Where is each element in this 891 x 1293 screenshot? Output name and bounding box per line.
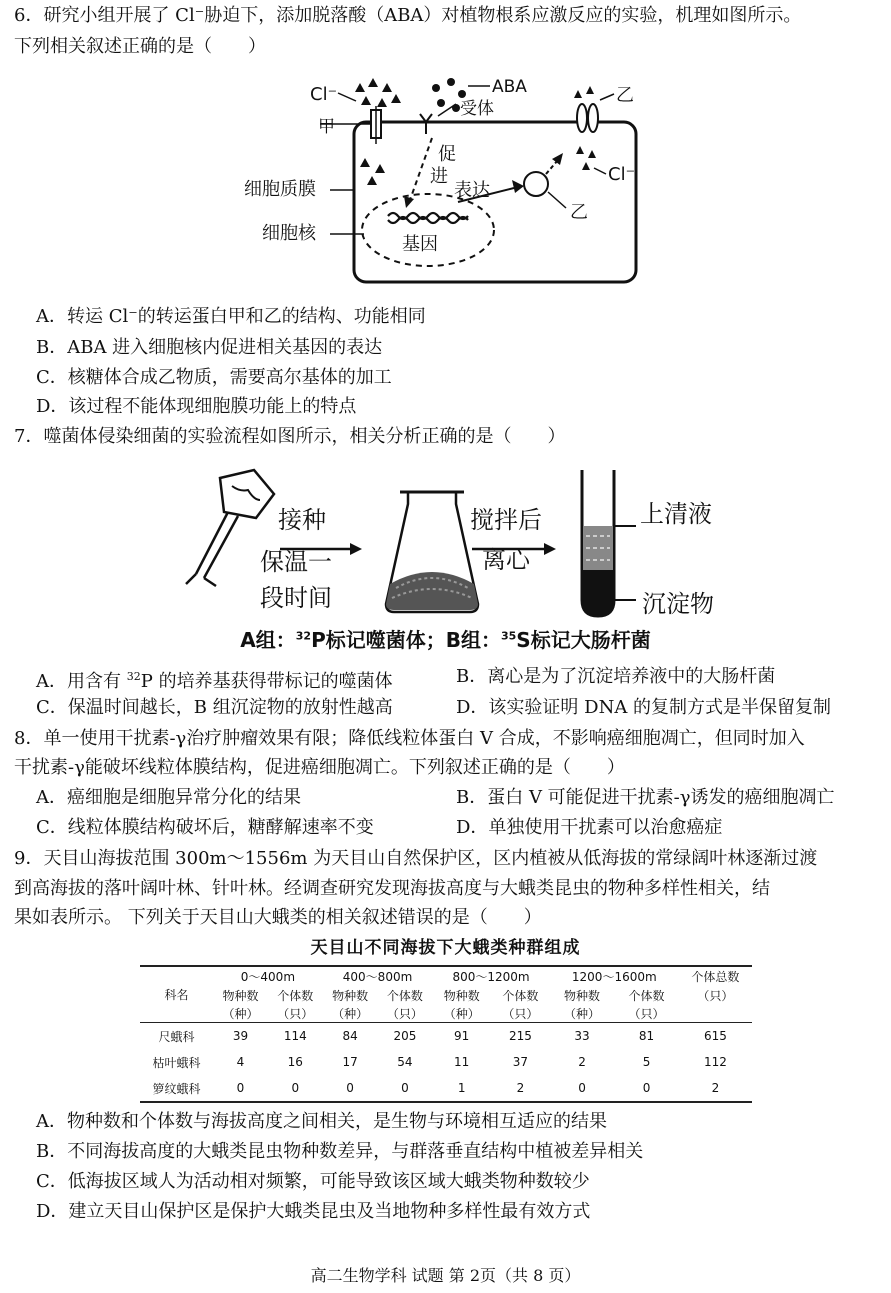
count-unit: （只） [628,1006,665,1021]
count-label: 个体数 [628,988,665,1003]
step2-line2: 离心 [482,546,530,574]
q8-option-a: A．癌细胞是细胞异常分化的结果 [36,787,301,808]
altitude-header-3: 800～1200m [452,970,530,984]
q7-option-c: C．保温时间越长，B 组沉淀物的放射性越高 [36,697,393,718]
altitude-header-2: 400～800m [342,970,413,984]
species-label: 物种数 [564,988,601,1003]
label-gene: 基因 [402,234,438,255]
q8-option-b: B．蛋白 V 可能促进干扰素-γ诱发的癌细胞凋亡 [456,787,835,808]
q7-flow-diagram [176,464,756,628]
table-row: 枯叶蛾科 4 16 17 54 11 37 2 5 112 [152,1055,727,1070]
count-label: 个体数 [277,988,314,1003]
q9-option-d: D．建立天目山保护区是保护大蛾类昆虫及当地物种多样性最有效方式 [36,1201,591,1222]
step1-line1: 接种 [278,506,326,534]
q7-figure-caption: A组：$^{32}$P标记噬菌体；B组：$^{35}$S标记大肠杆菌 [240,628,651,652]
label-express: 表达 [454,180,490,201]
species-label: 物种数 [443,988,480,1003]
altitude-header-4: 1200～1600m [571,970,657,984]
family-header: 科名 [164,988,189,1002]
label-supernatant: 上清液 [640,500,712,528]
q8-stem-line1: 8．单一使用干扰素-γ治疗肿瘤效果有限；降低线粒体蛋白 V 合成，不影响癌细胞凋亡，但同时加入 [14,728,805,749]
label-aba: ABA [492,77,527,97]
q6-option-c: C．核糖体合成乙物质，需要高尔基体的加工 [36,367,392,388]
label-sediment: 沉淀物 [642,590,714,618]
page-footer: 高二生物学科 试题 第 2页（共 8 页） [310,1266,581,1285]
count-unit: （只） [502,1006,539,1021]
label-yi-top: 乙 [616,85,634,106]
label-nucleus: 细胞核 [262,223,316,244]
label-membrane: 细胞质膜 [244,179,316,200]
q9-stem-line1: 9．天目山海拔范围 300m～1556m 为天目山自然保护区，区内植被从低海拔的常绿阔叶林逐渐过渡 [14,848,818,869]
label-jia: 甲 [318,117,335,137]
step2-line1: 搅拌后 [470,506,542,534]
moth-species-table [140,965,752,1103]
step1-line2: 保温一 [260,548,332,576]
q9-option-c: C．低海拔区域人为活动相对频繁，可能导致该区域大蛾类物种数较少 [36,1171,590,1192]
label-receptor: 受体 [460,99,494,119]
label-cl-left: Cl⁻ [310,84,338,105]
count-unit: （只） [277,1006,314,1021]
count-unit: （只） [386,1006,423,1021]
table-row: 尺蛾科 39 114 84 205 91 215 33 81 615 [140,1023,752,1050]
total-header-2: （只） [697,988,734,1003]
count-label: 个体数 [502,988,539,1003]
label-promote-1: 促 [438,144,456,165]
q6-option-a: A．转运 Cl⁻的转运蛋白甲和乙的结构、功能相同 [36,306,426,327]
q7-option-d: D．该实验证明 DNA 的复制方式是半保留复制 [456,697,832,718]
label-cl-right: Cl⁻ [608,164,636,185]
count-label: 个体数 [386,988,423,1003]
species-unit: （种） [443,1006,480,1021]
table-row: 箩纹蛾科 0 0 0 0 1 2 0 0 2 [140,1075,752,1102]
total-header-1: 个体总数 [691,970,740,984]
q6-option-b: B．ABA 进入细胞核内促进相关基因的表达 [36,337,383,358]
species-label: 物种数 [332,988,369,1003]
q9-option-a: A．物种数和个体数与海拔高度之间相关，是生物与环境相互适应的结果 [36,1111,607,1132]
q7-stem: 7．噬菌体侵染细菌的实验流程如图所示，相关分析正确的是（ ） [14,426,566,447]
species-label: 物种数 [222,988,259,1003]
altitude-header-1: 0～400m [240,970,296,984]
q6-option-d: D．该过程不能体现细胞膜功能上的特点 [36,396,357,417]
q8-stem-line2: 干扰素-γ能破坏线粒体膜结构，促进癌细胞凋亡。下列叙述正确的是（ ） [14,757,625,778]
q9-stem-line3: 果如表所示。 下列关于天目山大蛾类的相关叙述错误的是（ ） [14,907,542,928]
species-unit: （种） [332,1006,369,1021]
q7-option-a: A．用含有 $^{32}$P 的培养基获得带标记的噬菌体 [36,670,393,692]
species-unit: （种） [222,1006,259,1021]
q7-option-b: B．离心是为了沉淀培养液中的大肠杆菌 [456,666,776,687]
nucleus-shape [362,194,494,266]
q6-stem-line1: 6．研究小组开展了 Cl⁻胁迫下，添加脱落酸（ABA）对植物根系应激反应的实验，机理如图所示。 [14,5,802,26]
test-tube-shape [582,470,636,616]
label-promote-2: 进 [430,166,448,187]
flask-shape [386,492,478,612]
q8-option-d: D．单独使用干扰素可以治愈癌症 [456,817,723,838]
step1-line3: 段时间 [260,584,332,612]
q6-cell-diagram [230,68,650,300]
cell-membrane-shape [354,122,636,282]
species-unit: （种） [564,1006,601,1021]
q8-option-c: C．线粒体膜结构破坏后，糖酵解速率不变 [36,817,374,838]
q9-option-b: B．不同海拔高度的大蛾类昆虫物种数差异，与群落垂直结构中植被差异相关 [36,1141,644,1162]
q9-stem-line2: 到高海拔的落叶阔叶林、针叶林。经调查研究发现海拔高度与大蛾类昆虫的物种多样性相关，结 [14,878,770,899]
label-yi-inner: 乙 [570,202,588,223]
q6-stem-line2: 下列相关叙述正确的是（ ） [14,36,266,57]
table-title: 天目山不同海拔下大蛾类种群组成 [310,938,581,958]
